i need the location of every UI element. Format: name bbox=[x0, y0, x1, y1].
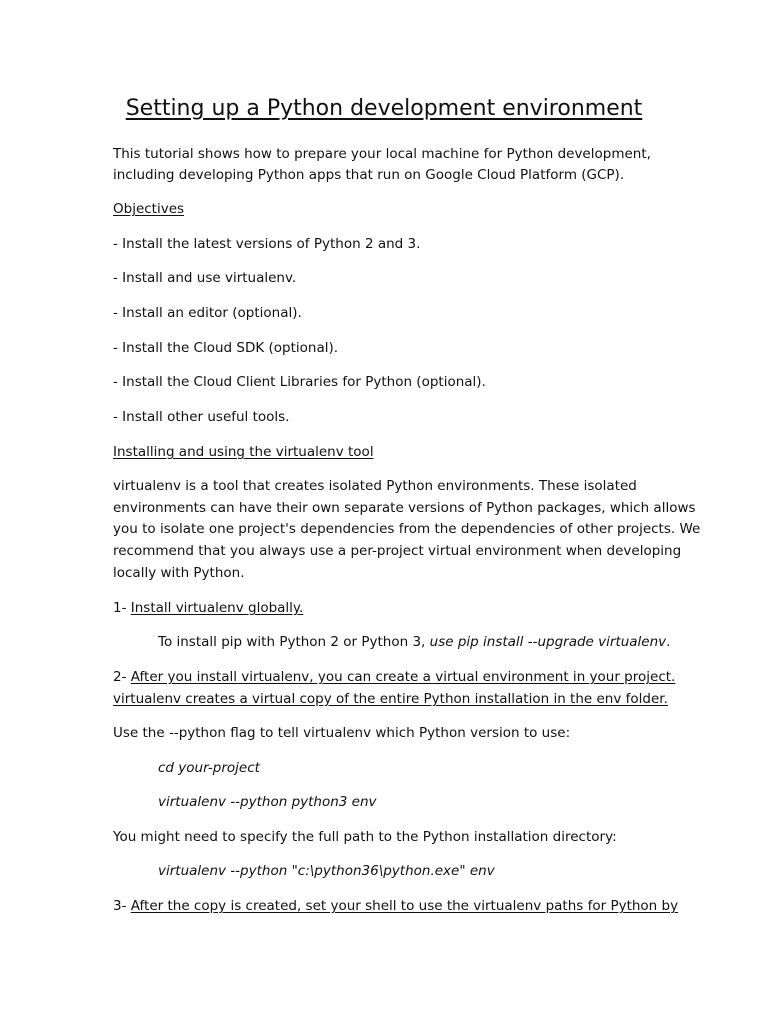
virtualenv-paragraph-line: recommend that you always use a per-project virtual environment when developing bbox=[113, 543, 682, 559]
step-1-number: 1- bbox=[113, 600, 131, 616]
step-1-detail-text: To install pip with Python 2 or Python 3, bbox=[158, 634, 430, 650]
step-2 bbox=[113, 666, 675, 688]
objective-item: - Install the latest versions of Python 2 and 3. bbox=[113, 236, 421, 252]
virtualenv-paragraph-line: virtualenv is a tool that creates isolated Python environments. These isolated bbox=[113, 478, 637, 494]
step-2-text-line-1: After you install virtualenv, you can create a virtual environment in your project. bbox=[130, 669, 676, 685]
objective-item: - Install and use virtualenv. bbox=[113, 270, 297, 286]
step-1-text: Install virtualenv globally. bbox=[130, 600, 304, 616]
objective-item: - Install other useful tools. bbox=[113, 409, 290, 425]
step-3 bbox=[113, 895, 678, 917]
step-3-text: After the copy is created, set your shell to use the virtualenv paths for Python by bbox=[130, 898, 679, 914]
virtualenv-paragraph-line: you to isolate one project's dependencies from the dependencies of other projects. We bbox=[113, 521, 701, 537]
full-path-command: virtualenv --python "c:\python36\python.exe" env bbox=[158, 863, 495, 879]
objective-item: - Install an editor (optional). bbox=[113, 305, 302, 321]
full-path-text: You might need to specify the full path to the Python installation directory: bbox=[113, 829, 617, 845]
step-2-number: 2- bbox=[113, 669, 131, 685]
virtualenv-paragraph-line: locally with Python. bbox=[113, 565, 245, 581]
step-2-text-line-2: virtualenv creates a virtual copy of the entire Python installation in the env folder. bbox=[113, 691, 668, 707]
virtualenv-paragraph-line: environments can have their own separate versions of Python packages, which allows bbox=[113, 500, 696, 516]
step-3-number: 3- bbox=[113, 898, 131, 914]
virtualenv-command: virtualenv --python python3 env bbox=[158, 794, 377, 810]
step-1-detail-end: . bbox=[666, 634, 671, 650]
intro-line-1: This tutorial shows how to prepare your local machine for Python development, bbox=[113, 146, 651, 162]
step-1-detail bbox=[158, 631, 670, 653]
virtualenv-heading: Installing and using the virtualenv tool bbox=[113, 444, 374, 460]
page-title: Setting up a Python development environment bbox=[125, 96, 643, 121]
objective-item: - Install the Cloud SDK (optional). bbox=[113, 340, 339, 356]
python-flag-text: Use the --python flag to tell virtualenv which Python version to use: bbox=[113, 725, 571, 741]
intro-line-2: including developing Python apps that run on Google Cloud Platform (GCP). bbox=[113, 167, 625, 183]
objectives-heading: Objectives bbox=[113, 201, 185, 217]
pip-install-command: use pip install --upgrade virtualenv bbox=[429, 634, 667, 650]
objective-item: - Install the Cloud Client Libraries for Python (optional). bbox=[113, 374, 486, 390]
step-1 bbox=[113, 597, 303, 619]
cd-command: cd your-project bbox=[158, 760, 260, 776]
